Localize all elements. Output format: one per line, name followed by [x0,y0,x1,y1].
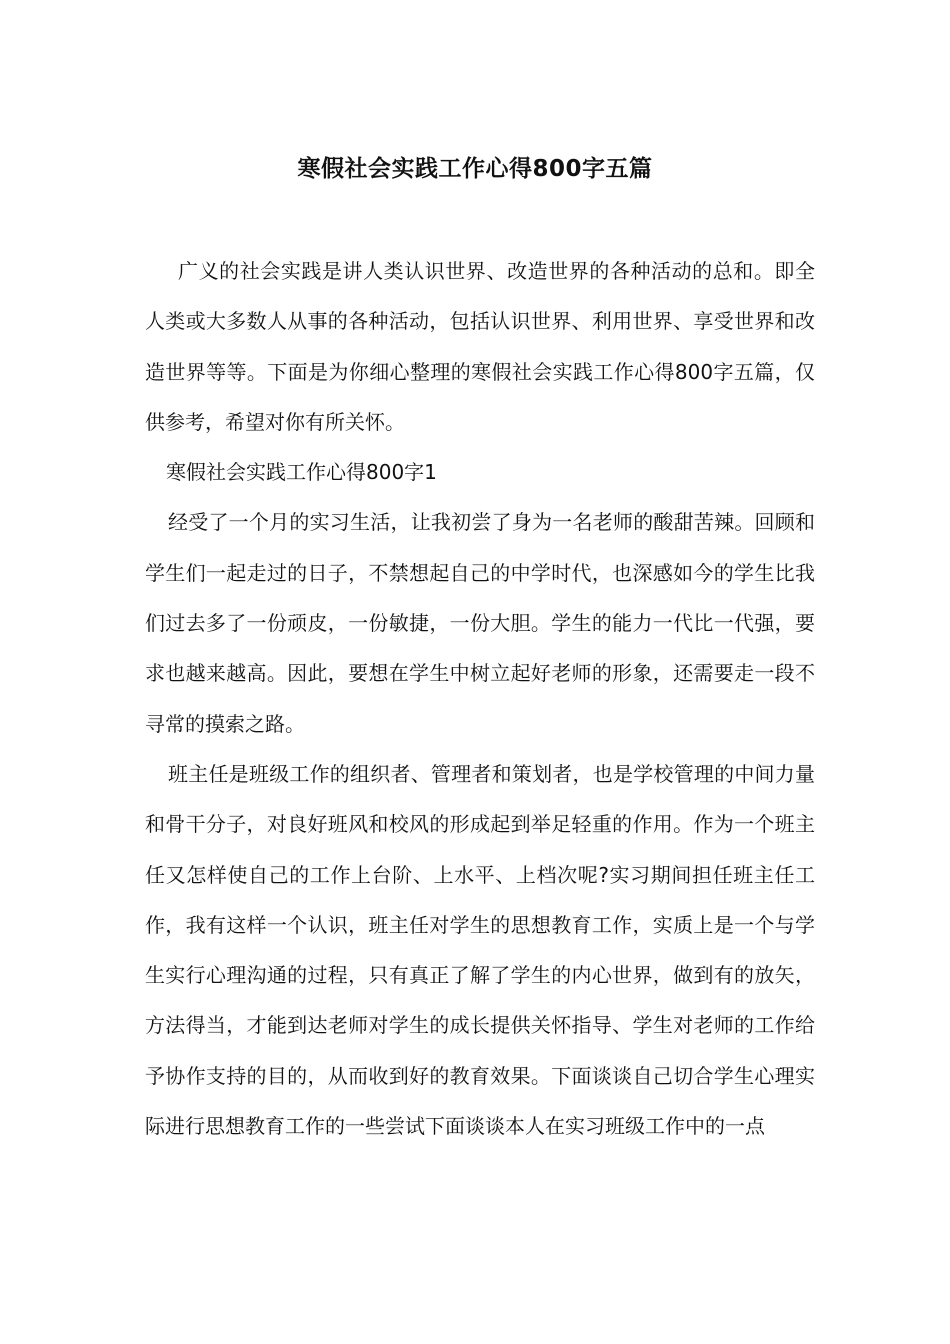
section-heading: 寒假社会实践工作心得800字1 [166,460,437,485]
body-paragraph: 班主任是班级工作的组织者、管理者和策划者，也是学校管理的中间力量和骨干分子，对良好班风和校风的形成起到举足轻重的作用。作为一个班主任又怎样使自己的工作上台阶、上水平、上档次呢?实习期间担任班主任工作，我有这样一个认识，班主任对学生的思想教育工作，实质上是一个与学生实行心理沟通的过程，只有真正了解了学生的内心世界，做到有的放矢，方法得当，才能到达老师对学生的成长提供关怀指导、学生对老师的工作给予协作支持的目的，从而收到好的教育效果。下面谈谈自己切合学生心理实际进行思想教育工作的一些尝试下面谈谈本人在实习班级工作中的一点 [145,761,815,1139]
document-title: 寒假社会实践工作心得800字五篇 [297,156,653,182]
document-body [145,246,815,1151]
body-paragraph: 经受了一个月的实习生活，让我初尝了身为一名老师的酸甜苦辣。回顾和学生们一起走过的日子，不禁想起自己的中学时代，也深感如今的学生比我们过去多了一份顽皮，一份敏捷，一份大胆。学生的能力一代比一代强，要求也越来越高。因此，要想在学生中树立起好老师的形象，还需要走一段不寻常的摸索之路。 [145,510,815,736]
intro-paragraph: 广义的社会实践是讲人类认识世界、改造世界的各种活动的总和。即全人类或大多数人从事的各种活动，包括认识世界、利用世界、享受世界和改造世界等等。下面是为你细心整理的寒假社会实践工作心得800字五篇，仅供参考，希望对你有所关怀。 [145,259,815,434]
